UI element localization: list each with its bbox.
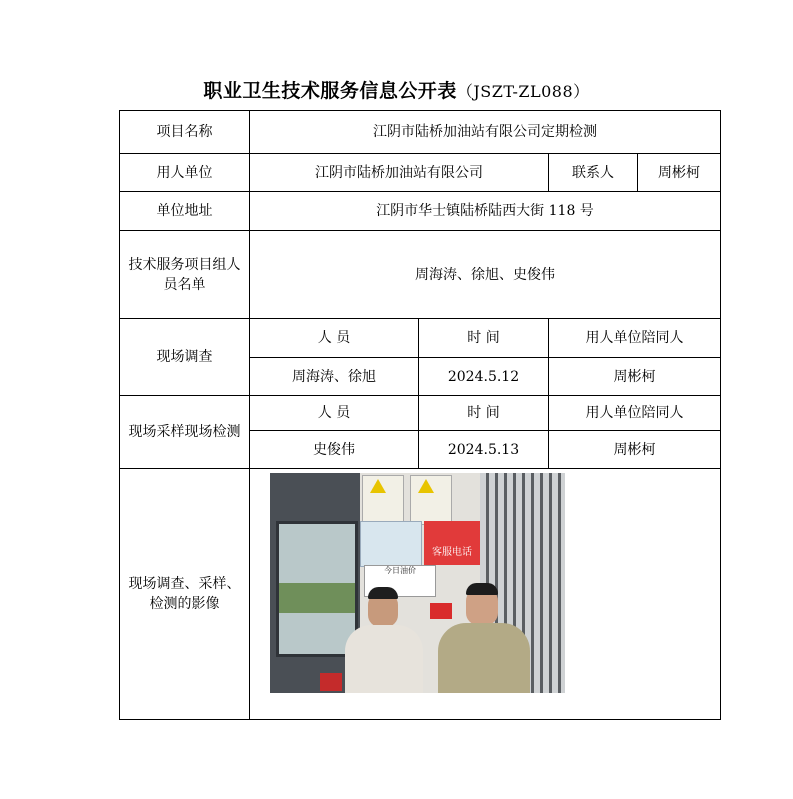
site-photo xyxy=(270,473,565,693)
price-board-text: 今日油价 xyxy=(384,566,416,575)
row-project xyxy=(120,111,721,154)
form-code: （JSZT-ZL088） xyxy=(456,82,590,101)
survey-label: 现场调查 xyxy=(120,319,250,396)
address-value: 江阴市华士镇陆桥陆西大街 118 号 xyxy=(250,192,721,231)
team-value: 周海涛、徐旭、史俊伟 xyxy=(250,231,721,319)
row-team xyxy=(120,231,721,319)
address-label: 单位地址 xyxy=(120,192,250,231)
row-employer xyxy=(120,154,721,192)
survey-header-time: 时 间 xyxy=(419,319,549,358)
contact-value: 周彬柯 xyxy=(638,154,721,192)
employer-label: 用人单位 xyxy=(120,154,250,192)
row-images xyxy=(120,469,721,720)
sampling-header-companion: 用人单位陪同人 xyxy=(549,396,721,431)
survey-companion: 周彬柯 xyxy=(549,358,721,396)
project-label: 项目名称 xyxy=(120,111,250,154)
service-sign-text: 客服电话 xyxy=(432,547,472,558)
sampling-header-person: 人 员 xyxy=(250,396,419,431)
project-value: 江阴市陆桥加油站有限公司定期检测 xyxy=(250,111,721,154)
survey-header-person: 人 员 xyxy=(250,319,419,358)
sampling-date: 2024.5.13 xyxy=(419,431,549,469)
contact-label: 联系人 xyxy=(549,154,638,192)
title-text: 职业卫生技术服务信息公开表 xyxy=(203,80,457,102)
row-address xyxy=(120,192,721,231)
images-label: 现场调查、采样、检测的影像 xyxy=(120,469,250,720)
survey-person: 周海涛、徐旭 xyxy=(250,358,419,396)
images-cell xyxy=(250,469,721,720)
sampling-label: 现场采样现场检测 xyxy=(120,396,250,469)
survey-date: 2024.5.12 xyxy=(419,358,549,396)
survey-header-companion: 用人单位陪同人 xyxy=(549,319,721,358)
row-sampling-header xyxy=(120,396,721,431)
sampling-companion: 周彬柯 xyxy=(549,431,721,469)
employer-value: 江阴市陆桥加油站有限公司 xyxy=(250,154,549,192)
info-table xyxy=(119,110,721,720)
team-label: 技术服务项目组人员名单 xyxy=(120,231,250,319)
sampling-header-time: 时 间 xyxy=(419,396,549,431)
page-title xyxy=(0,76,793,103)
sampling-person: 史俊伟 xyxy=(250,431,419,469)
row-survey-header xyxy=(120,319,721,358)
